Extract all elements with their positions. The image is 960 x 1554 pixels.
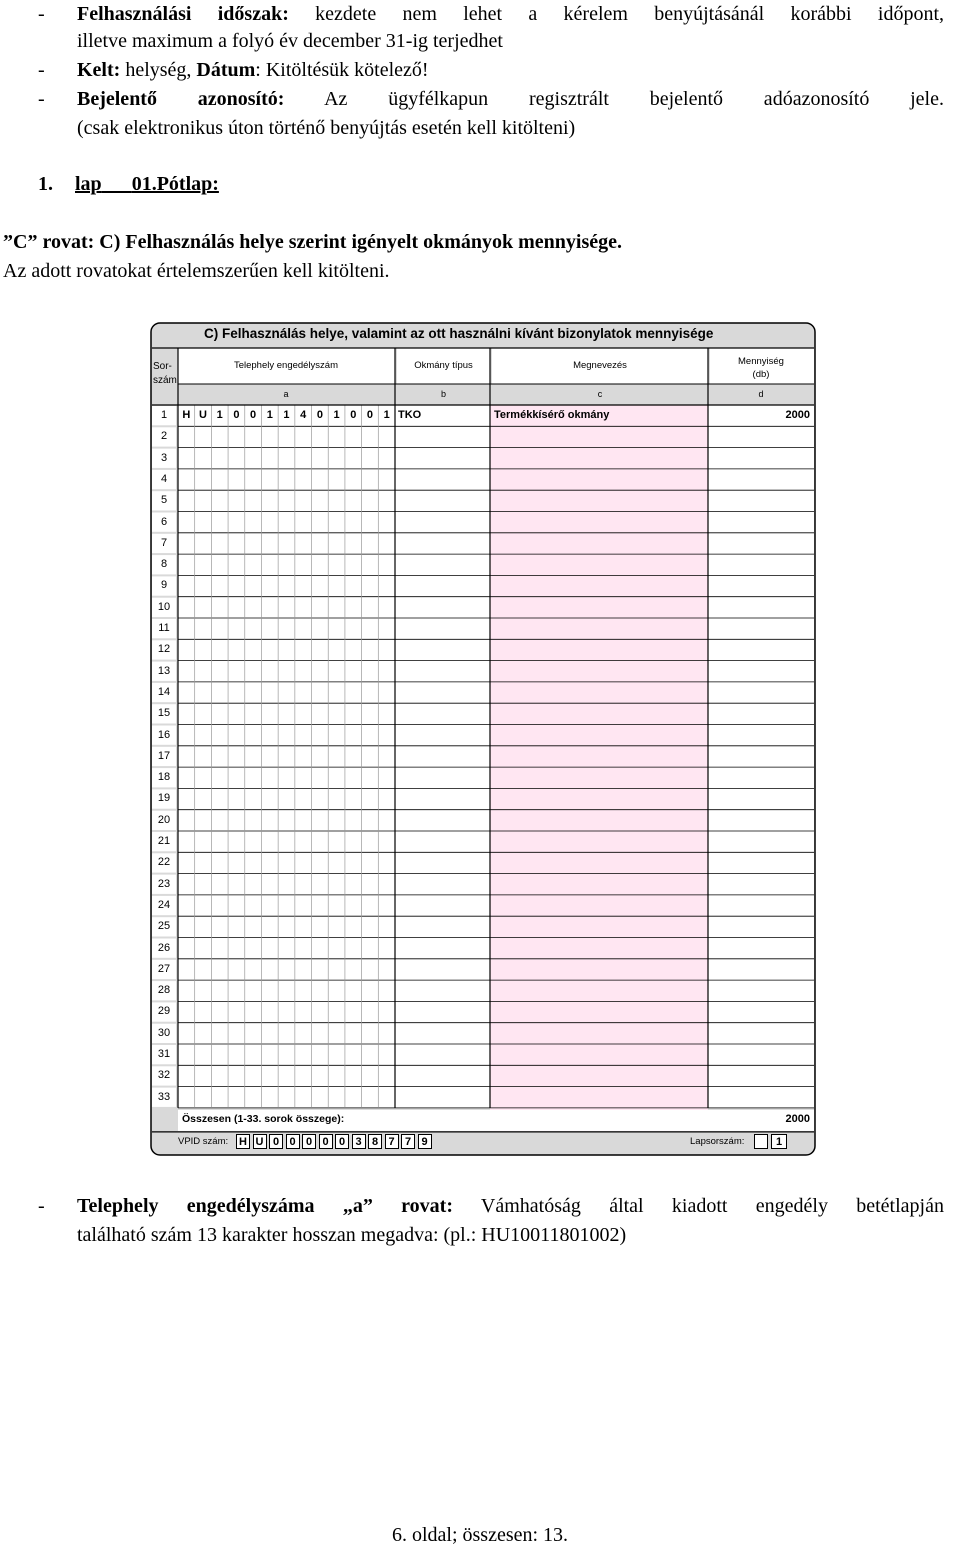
row-number: 5 [160,494,168,507]
header-megnevezes: Megnevezés [573,360,627,371]
row1-type: TKO [398,409,422,421]
row-number: 7 [160,536,168,549]
row-number: 24 [157,898,171,911]
vpid-char-box: 0 [269,1134,283,1149]
section-subtitle: Az adott rovatokat értelemszerűen kell kitölteni. [3,260,390,282]
form-c-table [150,322,816,1156]
section-title: ”C” rovat: C) Felhasználás helye szerint igényelt okmányok mennyisége. [3,231,623,253]
row-number: 33 [157,1090,171,1103]
vpid-char-box: 3 [352,1134,366,1149]
engedelyszam-char: 1 [333,409,340,421]
vpid-char-box: 0 [286,1134,300,1149]
engedelyszam-char: 1 [383,409,390,421]
row-number: 19 [157,792,171,805]
col-letter-c: c [597,389,603,399]
data-area-d [708,405,814,1108]
bullet-3-line2: (csak elektronikus úton történő benyújtás esetén kell kitölteni) [77,117,576,139]
row-number: 28 [157,984,171,997]
row-number: 10 [157,600,171,613]
row-number: 18 [157,771,171,784]
header-mennyiseg: Mennyiség (db) [738,356,784,380]
row-number: 8 [160,558,168,571]
engedelyszam-char: 0 [250,409,257,421]
lap-line: 1. lap 01.Pótlap: [38,173,219,195]
engedelyszam-char: 0 [366,409,374,421]
row-number: 3 [160,451,168,464]
page-footer: 6. oldal; összesen: 13. [391,1524,569,1546]
data-area-a-b [178,405,490,1108]
row-number: 21 [157,835,171,847]
header-okmany-tipus: Okmány típus [414,360,473,371]
col-letter-a: a [283,389,289,399]
label-telephely: Telephely engedélyszáma „a” rovat: [77,1195,453,1217]
engedelyszam-char: 0 [233,409,240,421]
row-number: 20 [157,813,171,826]
row-number: 26 [157,941,171,954]
row-number: 27 [157,962,171,975]
total-value: 2000 [785,1113,810,1125]
row-number: 12 [157,643,171,656]
engedelyszam-char: 4 [300,409,307,421]
row-number: 22 [157,856,171,869]
lap-value-box: 1 [771,1134,787,1149]
lap-label: Lapsorszám: [690,1136,745,1147]
vpid-char-box: H [236,1134,250,1149]
col-letter-d: d [758,389,764,399]
vpid-char-box: 8 [368,1134,382,1149]
engedelyszam-char: 0 [316,409,323,421]
row-number: 17 [157,749,171,762]
row-number: 13 [157,664,171,677]
vpid-char-box: U [253,1134,267,1149]
vpid-char-box: 7 [401,1134,415,1149]
row1-qty: 2000 [785,409,810,421]
dash: - [38,3,45,25]
vpid-label: VPID szám: [178,1136,229,1147]
row-number: 16 [157,728,171,741]
row-number: 30 [157,1026,171,1039]
row-number: 9 [160,579,168,592]
row-number: 6 [160,515,168,528]
engedelyszam-char: H [182,409,191,421]
total-label: Összesen (1-33. sorok összege): [182,1113,345,1125]
label-bejelento-azonosito: Bejelentő azonosító: [77,88,285,110]
row-number: 14 [157,685,171,698]
row-number: 29 [157,1005,171,1018]
row-number: 23 [157,877,171,890]
row-number: 25 [157,920,171,933]
label-datum: Dátum [196,59,256,81]
engedelyszam-char: 1 [283,409,290,421]
row-number: 4 [160,472,168,485]
row-number: 15 [157,707,171,720]
vpid-char-box: 0 [302,1134,316,1149]
row-number: 31 [157,1048,171,1060]
label-kelt: Kelt: [77,59,121,81]
row1-name: Termékkísérő okmány [494,409,610,421]
vpid-char-box: 0 [319,1134,333,1149]
vpid-char-box: 0 [335,1134,349,1149]
row-number: 2 [160,430,168,443]
lap-blank-box [754,1134,768,1149]
engedelyszam-char: 1 [216,409,223,421]
row-number: 32 [157,1069,171,1082]
form-title: C) Felhasználás helye, valamint az ott használni kívánt bizonylatok mennyisége [204,326,714,341]
vpid-char-box: 7 [385,1134,399,1149]
label-felhasznalasi-idoszak: Felhasználási időszak: [77,3,289,25]
row-number: 1 [160,409,168,421]
bullet-1-line2: illetve maximum a folyó év december 31-ig terjedhet [77,30,503,52]
bullet-telephely-line2: található szám 13 karakter hosszan megadva: (pl.: HU10011801002) [77,1224,627,1246]
engedelyszam-char: 1 [266,409,273,421]
row-number: 11 [158,622,170,634]
header-telephely: Telephely engedélyszám [233,360,339,371]
engedelyszam-char: U [199,409,207,421]
data-area-c [490,405,708,1131]
col-letter-b: b [440,389,446,399]
engedelyszam-char: 0 [350,409,357,421]
vpid-char-box: 9 [418,1134,432,1149]
sorszam-label: Sor- szám [153,361,177,386]
